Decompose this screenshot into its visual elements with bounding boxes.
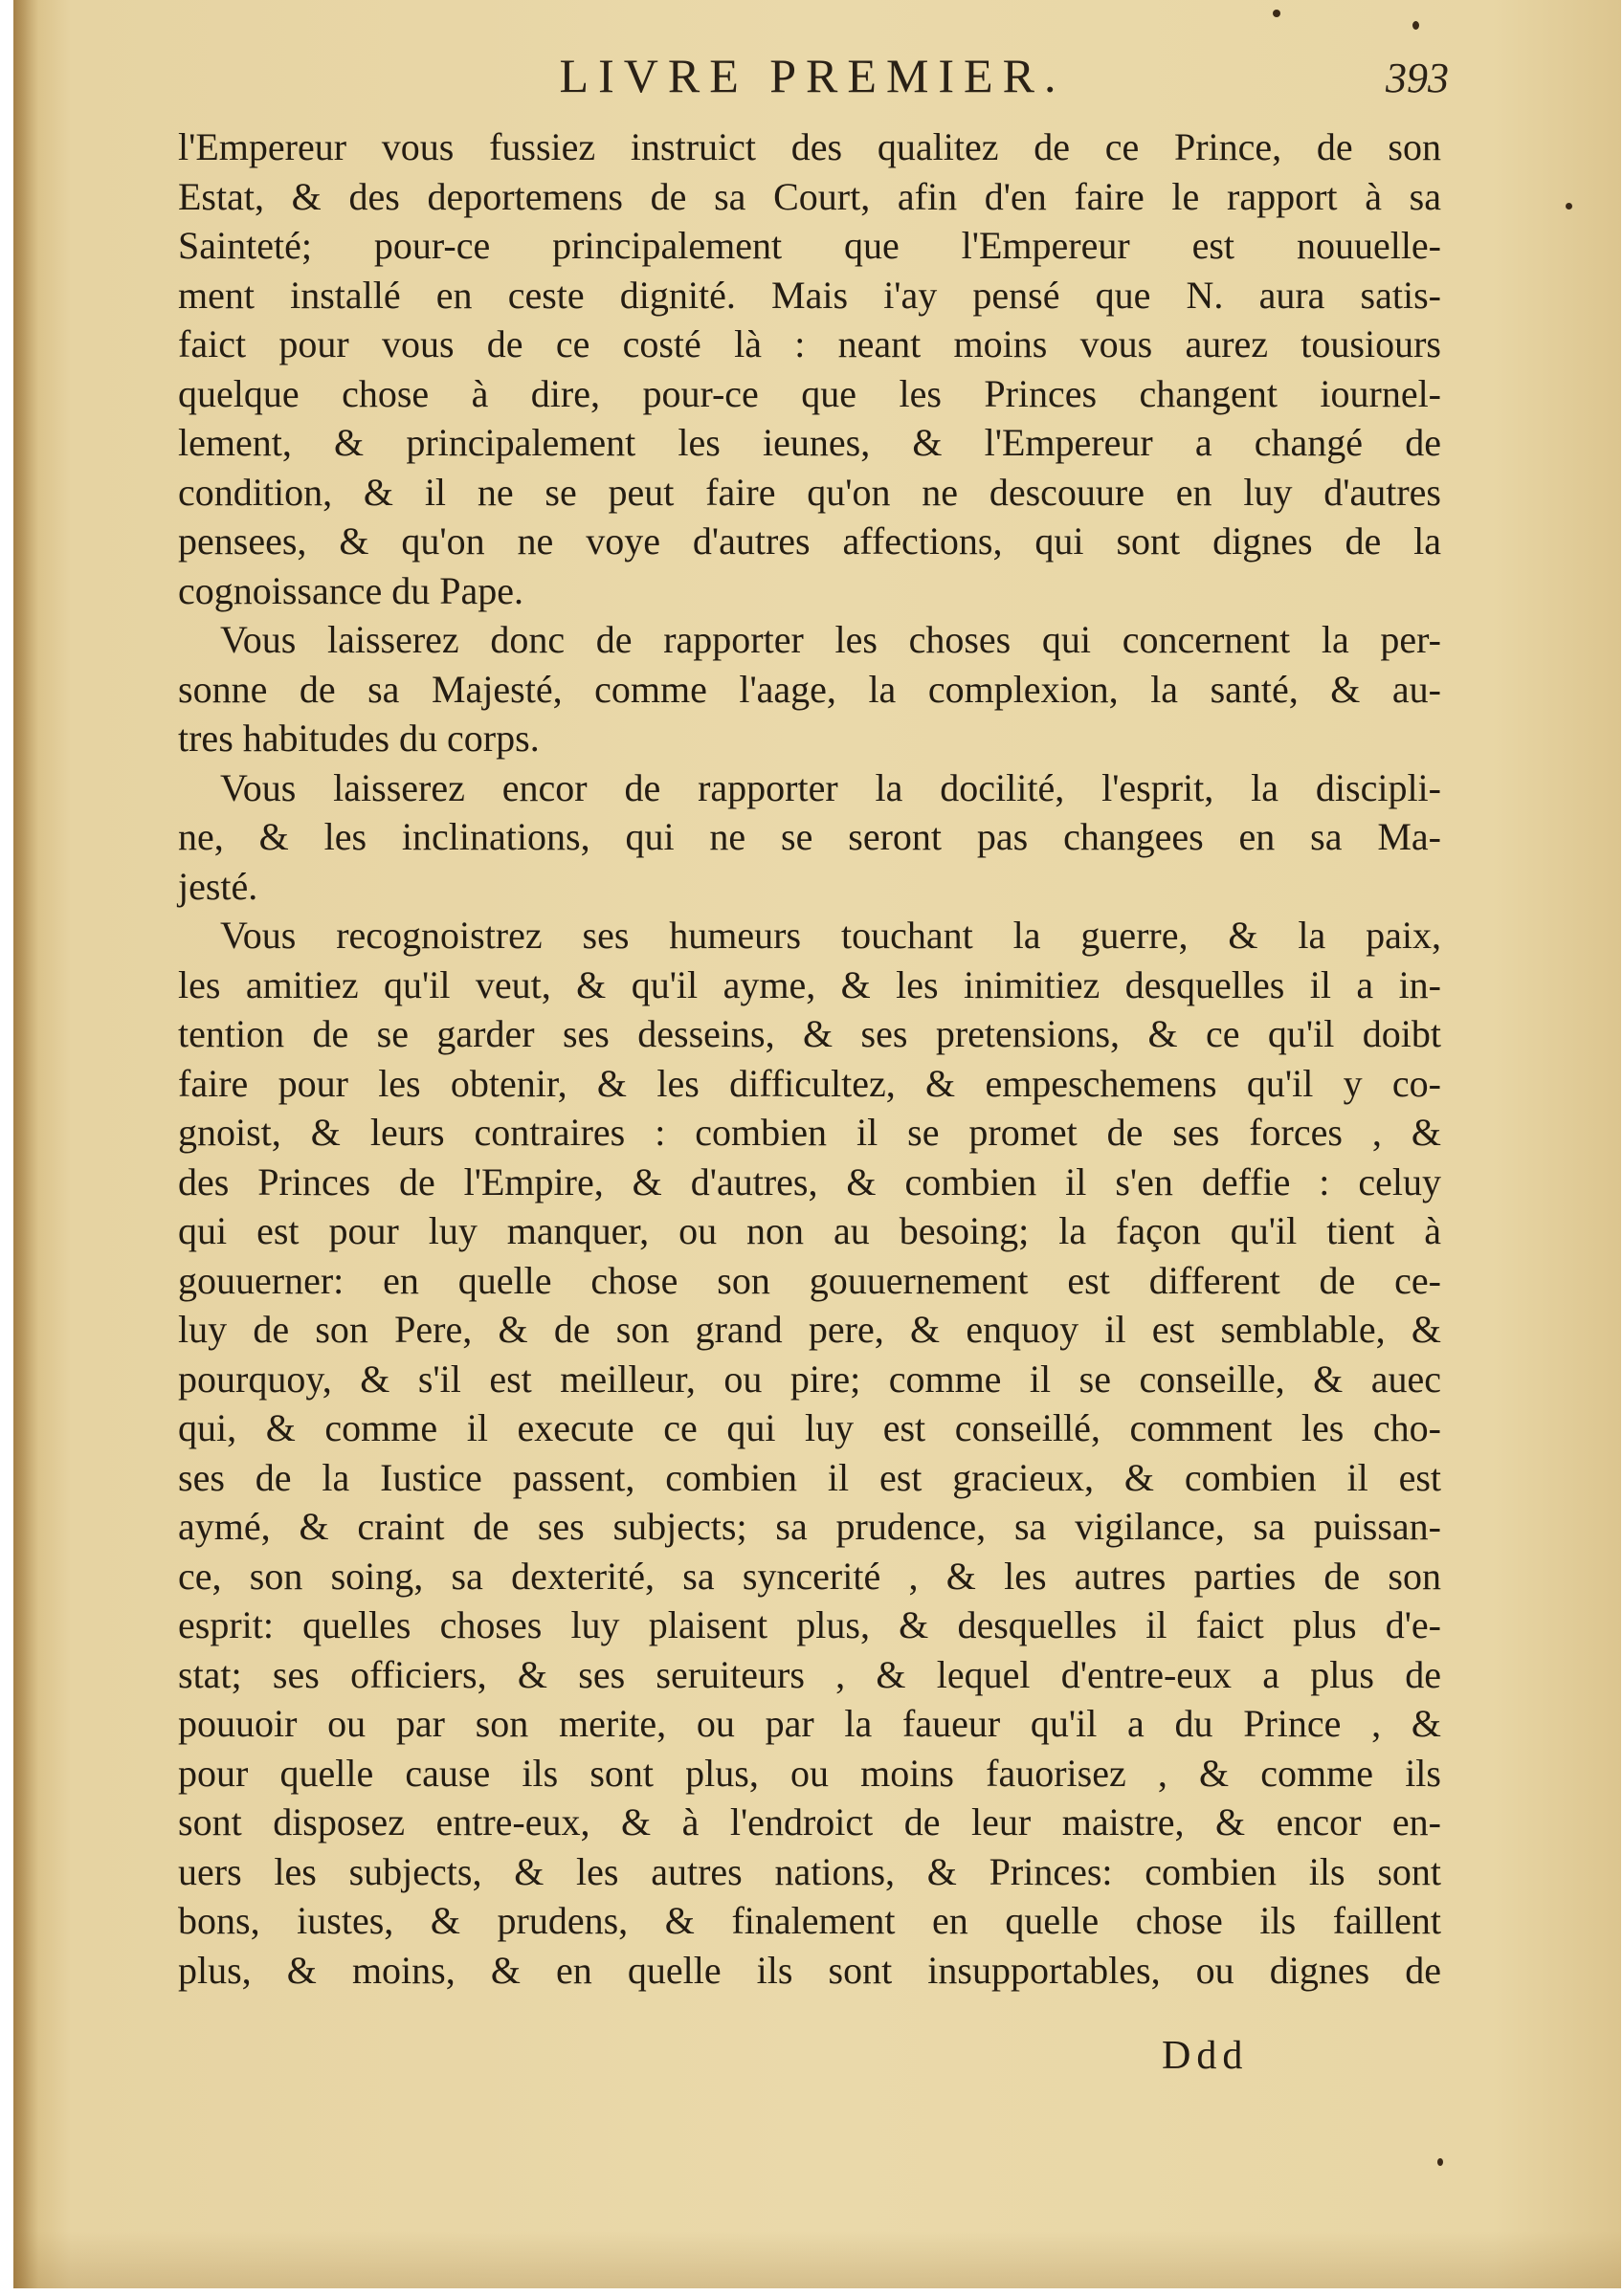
text-line: pouuoir ou par son merite, ou par la faueur qu'il a du Prince , &: [178, 1702, 1441, 1745]
text-line: uers les subjects, & les autres nations, & Princes: combien ils sont: [178, 1849, 1441, 1893]
text-line: jesté.: [178, 864, 258, 908]
text-line: esprit: quelles choses luy plaisent plus, & desquelles il faict plus d'e-: [178, 1603, 1441, 1646]
text-line: Vous laisserez encor de rapporter la docilité, l'esprit, la discipli-: [220, 765, 1441, 809]
text-line: ce, son soing, sa dexterité, sa syncerité , & les autres parties de son: [178, 1554, 1441, 1598]
body-text: [178, 122, 1441, 1995]
text-line: Vous recognoistrez ses humeurs touchant la guerre, & la paix,: [220, 914, 1441, 957]
text-line: l'Empereur vous fussiez instruict des qualitez de ce Prince, de son: [178, 125, 1441, 168]
text-line: bons, iustes, & prudens, & finalement en quelle chose ils faillent: [178, 1899, 1441, 1942]
ink-speck: [1273, 10, 1280, 17]
text-line: gnoist, & leurs contraires : combien il se promet de ses forces , &: [178, 1111, 1441, 1154]
ink-speck: [1412, 21, 1419, 30]
book-page: [13, 0, 1621, 2288]
text-line: plus, & moins, & en quelle ils sont insupportables, ou dignes de: [178, 1948, 1441, 1992]
text-line: pour quelle cause ils sont plus, ou moins fauorisez , & comme ils: [178, 1751, 1441, 1795]
text-line: aymé, & craint de ses subjects; sa prudence, sa vigilance, sa puissan-: [178, 1505, 1441, 1548]
text-line: gouuerner: en quelle chose son gouuernement est different de ce-: [178, 1258, 1441, 1302]
text-line: qui, & comme il execute ce qui luy est conseillé, comment les cho-: [178, 1406, 1441, 1449]
text-line: des Princes de l'Empire, & d'autres, & combien il s'en deffie : celuy: [178, 1159, 1441, 1203]
text-line: ses de la Iustice passent, combien il est gracieux, & combien il est: [178, 1455, 1441, 1499]
catchword: Ddd: [1162, 2034, 1249, 2078]
text-line: Estat, & des deportemens de sa Court, afin d'en faire le rapport à sa: [178, 174, 1441, 218]
text-line: stat; ses officiers, & ses seruiteurs , & lequel d'entre-eux a plus de: [178, 1652, 1441, 1696]
text-line: faire pour les obtenir, & les difficultez, & empeschemens qu'il y co-: [178, 1061, 1441, 1105]
text-line: sont disposez entre-eux, & à l'endroict de leur maistre, & encor en-: [178, 1800, 1441, 1843]
ink-speck: [1566, 203, 1572, 210]
text-line: pourquoy, & s'il est meilleur, ou pire; comme il se conseille, & auec: [178, 1357, 1441, 1401]
text-line: luy de son Pere, & de son grand pere, & enquoy il est semblable, &: [178, 1308, 1441, 1351]
text-line: Vous laisserez donc de rapporter les choses qui concernent la per-: [220, 618, 1441, 661]
text-line: sonne de sa Majesté, comme l'aage, la complexion, la santé, & au-: [178, 667, 1441, 711]
text-line: ment installé en ceste dignité. Mais i'ay pensé que N. aura satis-: [178, 273, 1441, 317]
page-header: [176, 48, 1449, 115]
text-line: tres habitudes du corps.: [178, 717, 540, 760]
text-line: Sainteté; pour-ce principalement que l'Empereur est nouuelle-: [178, 224, 1441, 267]
text-line: ne, & les inclinations, qui ne se seront pas changees en sa Ma-: [178, 815, 1441, 858]
text-line: pensees, & qu'on ne voye d'autres affections, qui sont dignes de la: [178, 519, 1441, 563]
text-line: tention de se garder ses desseins, & ses pretensions, & ce qu'il doibt: [178, 1012, 1441, 1055]
text-line: faict pour vous de ce costé là : neant moins vous aurez tousiours: [178, 322, 1441, 365]
ink-speck: [1437, 2158, 1443, 2166]
text-line: les amitiez qu'il veut, & qu'il ayme, & les inimitiez desquelles il a in-: [178, 962, 1441, 1006]
text-line: lement, & principalement les ieunes, & l'Empereur a changé de: [178, 421, 1441, 464]
text-line: quelque chose à dire, pour-ce que les Princes changent iournel-: [178, 371, 1441, 415]
page-number: 393: [1386, 55, 1449, 101]
running-title: LIVRE PREMIER.: [559, 49, 1066, 102]
text-line: condition, & il ne se peut faire qu'on ne descouure en luy d'autres: [178, 470, 1441, 514]
text-line: qui est pour luy manquer, ou non au besoing; la façon qu'il tient à: [178, 1209, 1441, 1252]
text-line: cognoissance du Pape.: [178, 568, 524, 612]
